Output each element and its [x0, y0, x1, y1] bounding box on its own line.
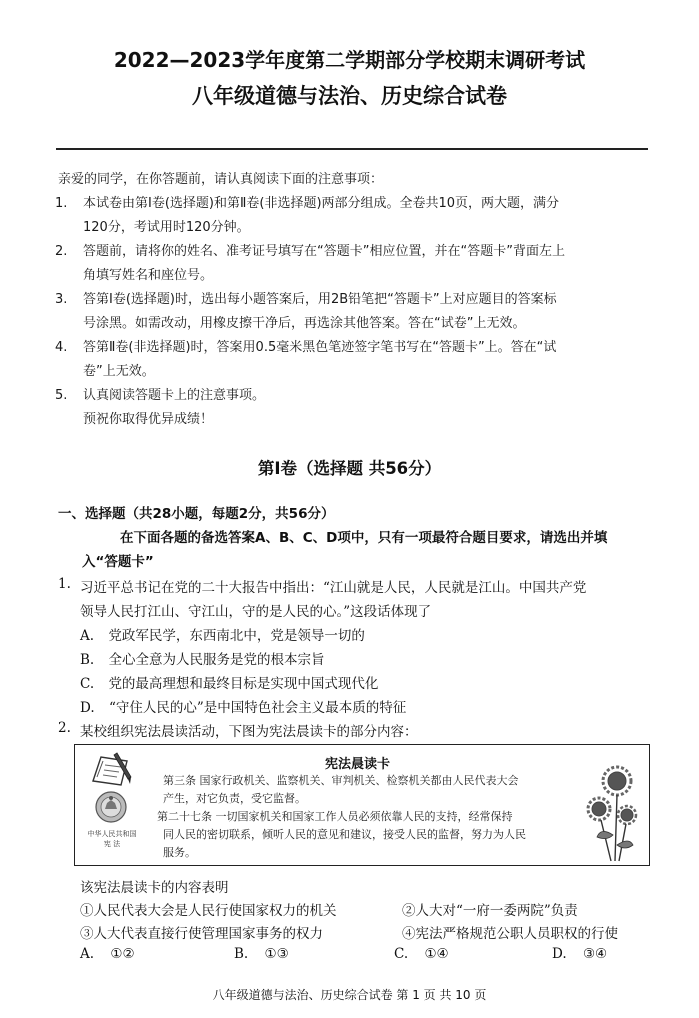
part-label: 一、选择题（共28小题，每题2分，共56分） [58, 506, 335, 522]
option-text: 全心全意为人民服务是党的根本宗旨 [108, 652, 325, 668]
option-label: D. [552, 946, 567, 962]
option-label: B. [234, 946, 249, 962]
q2-option-b [234, 946, 289, 962]
notice-item-number: 1. [55, 196, 68, 211]
pen-paper-icon [87, 751, 137, 793]
emblem-caption [83, 829, 141, 849]
notice-intro: 亲爱的同学，在你答题前，请认真阅读下面的注意事项： [58, 172, 384, 187]
q2-option-c [394, 946, 449, 962]
option-text: ①③ [264, 946, 289, 962]
option-text: “守住人民的心”是中国特色社会主义最本质的特征 [108, 700, 407, 716]
instruction-line2: 入“答题卡” [82, 554, 154, 570]
notice-item-text [83, 192, 651, 240]
q1-option-b [80, 648, 325, 668]
instruction-line1: 在下面各题的备选答案A、B、C、D项中，只有一项最符合题目要求，请选出并填 [120, 530, 608, 546]
notice-item-number: 4. [55, 340, 68, 355]
q2-statement-2: ②人大对“一府一委两院”负责 [402, 903, 578, 919]
q1-stem-line2: 领导人民打江山、守江山，守的是人民的心。”这段话体现了 [80, 604, 432, 620]
notice-line: 120分，考试用时120分钟。 [83, 220, 250, 235]
option-text: 党政军民学，东西南北中，党是领导一切的 [108, 628, 365, 644]
notice-line: 预祝你取得优异成绩！ [83, 412, 214, 427]
option-label: D. [80, 700, 95, 716]
section-title: 第Ⅰ卷（选择题 共56分） [257, 459, 442, 478]
option-label: C. [394, 946, 409, 962]
notice-item-text [83, 240, 651, 288]
card-title: 宪法晨读卡 [325, 757, 391, 772]
notice-line: 本试卷由第Ⅰ卷(选择题)和第Ⅱ卷(非选择题)两部分组成。全卷共10页，两大题，满分 [83, 196, 560, 211]
notice-item-number: 5. [55, 388, 68, 403]
q1-stem-line1: 习近平总书记在党的二十大报告中指出：“江山就是人民，人民就是江山。中国共产党 [80, 580, 587, 596]
notice-item-text [83, 336, 651, 384]
emblem-caption-line: 中华人民共和国 [87, 830, 137, 838]
q2-question: 该宪法晨读卡的内容表明 [80, 880, 229, 896]
exam-title-line1: 2022—2023学年度第二学期部分学校期末调研考试 [113, 48, 586, 72]
q2-number: 2. [58, 720, 71, 736]
notice-item-number: 2. [55, 244, 68, 259]
q2-statement-4: ④宪法严格规范公职人员职权的行使 [402, 926, 618, 942]
q1-number: 1. [58, 576, 71, 592]
option-label: C. [80, 676, 95, 692]
sunflower-illustration [583, 765, 643, 867]
article-27-line1: 第二十七条 一切国家机关和国家工作人员必须依靠人民的支持，经常保持 [157, 810, 513, 823]
q2-option-d [552, 946, 607, 962]
notice-line: 答第Ⅰ卷(选择题)时，选出每小题答案后，用2B铅笔把“答题卡”上对应题目的答案标 [83, 292, 557, 307]
emblem-caption-line: 宪 法 [103, 840, 121, 848]
option-label: A. [80, 946, 95, 962]
page-footer: 八年级道德与法治、历史综合试卷 第 1 页 共 10 页 [212, 988, 487, 1002]
option-text: 党的最高理想和最终目标是实现中国式现代化 [108, 676, 379, 692]
q1-option-a [80, 624, 365, 644]
option-label: B. [80, 652, 95, 668]
notice-line: 角填写姓名和座位号。 [83, 268, 214, 283]
article-3-line2: 产生，对它负责，受它监督。 [163, 792, 306, 805]
article-3-line1: 第三条 国家行政机关、监察机关、审判机关、检察机关都由人民代表大会 [163, 774, 519, 787]
header-divider [56, 148, 648, 150]
notice-item-text [83, 288, 651, 336]
q2-statement-3: ③人大代表直接行使管理国家事务的权力 [80, 926, 323, 942]
national-emblem-icon [93, 789, 129, 829]
notice-item-text [83, 384, 651, 432]
option-text: ①② [110, 946, 135, 962]
article-27-line2: 同人民的密切联系，倾听人民的意见和建议，接受人民的监督，努力为人民 [163, 828, 526, 841]
q2-option-a [80, 946, 135, 962]
constitution-card [74, 744, 650, 866]
notice-item-number: 3. [55, 292, 68, 307]
q1-option-c [80, 672, 378, 692]
exam-title-line2: 八年级道德与法治、历史综合试卷 [192, 84, 507, 108]
option-label: A. [80, 628, 95, 644]
q2-statement-1: ①人民代表大会是人民行使国家权力的机关 [80, 903, 337, 919]
q2-stem: 某校组织宪法晨读活动，下图为宪法晨读卡的部分内容： [80, 724, 418, 740]
notice-line: 卷”上无效。 [83, 364, 155, 379]
notice-line: 号涂黑。如需改动，用橡皮擦干净后，再选涂其他答案。答在“试卷”上无效。 [83, 316, 526, 331]
option-text: ③④ [582, 946, 608, 962]
option-text: ①④ [424, 946, 449, 962]
q1-option-d [80, 696, 406, 716]
article-27-line3: 服务。 [163, 846, 196, 859]
notice-line: 答第Ⅱ卷(非选择题)时，答案用0.5毫米黑色笔迹签字笔书写在“答题卡”上。答在“试 [83, 340, 557, 355]
notice-line: 答题前，请将你的姓名、准考证号填写在“答题卡”相应位置，并在“答题卡”背面左上 [83, 244, 565, 259]
notice-line: 认真阅读答题卡上的注意事项。 [83, 388, 266, 403]
